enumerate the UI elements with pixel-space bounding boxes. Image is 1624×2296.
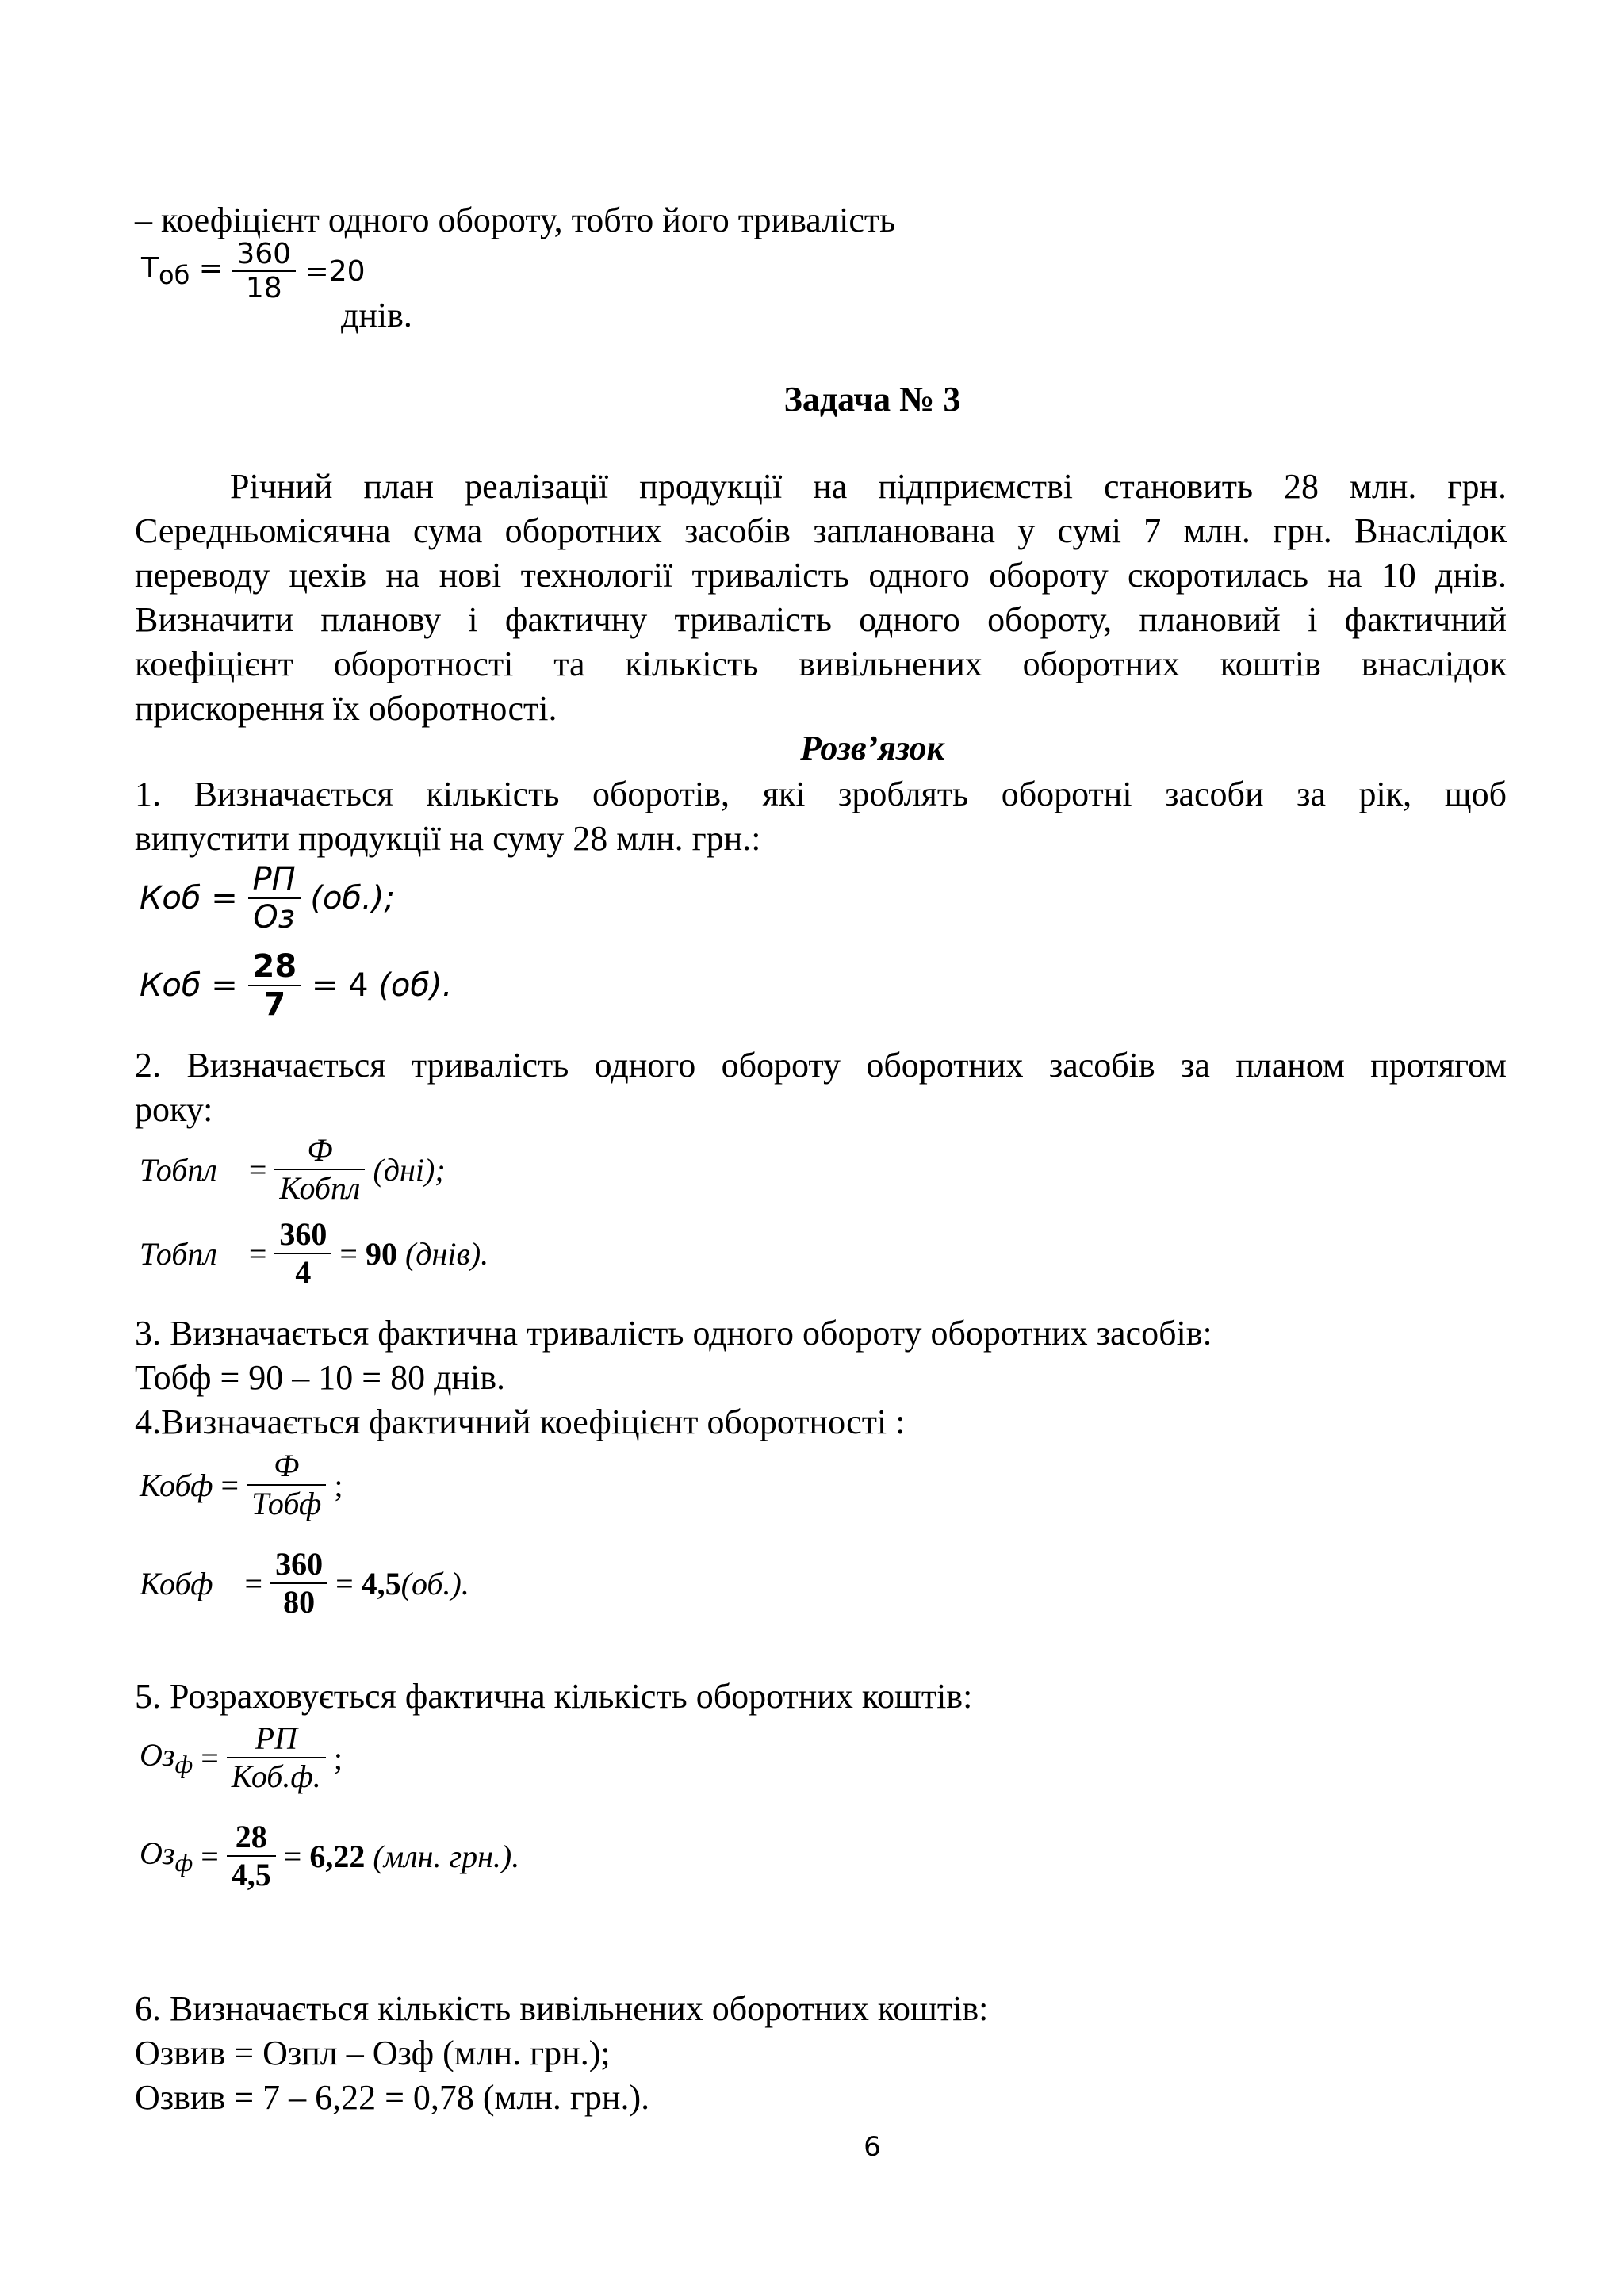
step5-formula-1: $Оз_ф$ = $\frac{РП}{\text{Коб.ф.}}$ ; [140,1720,343,1794]
step4-formula-2: Кобф = $\frac{360}{80}$ = 4,5(об.). [140,1546,469,1620]
step2-line-2: року: [135,1090,213,1129]
formula-fraction: $\frac{360}{18}$ [232,238,296,305]
intro-line: – коефіцієнт одного обороту, тобто його тривалість [135,201,896,239]
task-line-4: Визначити планову і фактичну тривалість одного обороту, плановий і фактичний [135,600,1507,639]
step5-line: 5. Розраховується фактична кількість оборотних коштів: [135,1677,973,1716]
step3-calc: Тобф = 90 – 10 = 80 днів. [135,1358,506,1397]
task-line-3: переводу цехів на нові технології тривалість одного обороту скоротилась на 10 днів. [135,556,1507,595]
solution-title: Розв’язок [800,729,944,767]
step2-formula-1: Тобпл = $\frac{Ф}{\text{Кобпл}}$ (дні); [140,1132,446,1206]
task-line-6: прискорення їх оборотності. [135,689,557,728]
step1-line-1: 1. Визначається кількість оборотів, які зроблять оборотні засоби за рік, щоб [135,775,1507,813]
step2-formula-2: Тобпл = $\frac{360}{4}$ = 90 (днів). [140,1216,489,1290]
formula-unit: днів. [341,296,412,335]
step6-calc-1: Озвив = Озпл – Озф (млн. грн.); [135,2034,611,2072]
step3-line: 3. Визначається фактична тривалість одного обороту оборотних засобів: [135,1314,1212,1353]
step2-line-1: 2. Визначається тривалість одного обороту оборотних засобів за планом протягом [135,1046,1507,1085]
task-line-1: Річний план реалізації продукції на підприємстві становить 28 млн. грн. [230,467,1507,506]
step6-calc-2: Озвив = 7 – 6,22 = 0,78 (млн. грн.). [135,2078,650,2117]
step1-formula-1: Коб = $\frac{РП}{Оз}$ (об.); [140,861,395,936]
step4-formula-1: Кобф = $\frac{Ф}{\text{Тобф}}$ ; [140,1448,343,1521]
formula-tob: $Т_{об}$ = $\frac{360}{18}$ =20 [141,238,366,305]
step1-formula-2: Коб = $\frac{28}{7}$ = 4 (об). [140,948,453,1023]
formula-lhs: $Т_{об}$ = [141,252,223,291]
task-line-2: Середньомісячна сума оборотних засобів запланована у сумі 7 млн. грн. Внаслідок [135,511,1507,550]
task-title: Задача № 3 [783,380,961,419]
step6-line: 6. Визначається кількість вивільнених оборотних коштів: [135,1989,989,2028]
step4-line: 4.Визначається фактичний коефіцієнт оборотності : [135,1402,906,1441]
step1-line-2: випустити продукції на суму 28 млн. грн.: [135,819,761,858]
task-line-5: коефіцієнт оборотності та кількість вивільнених оборотних коштів внаслідок [135,645,1507,683]
step5-formula-2: $Оз_ф$ = $\frac{28}{4,5}$ = 6,22 (млн. грн.). [140,1819,520,1892]
page-number: 6 [864,2131,881,2163]
